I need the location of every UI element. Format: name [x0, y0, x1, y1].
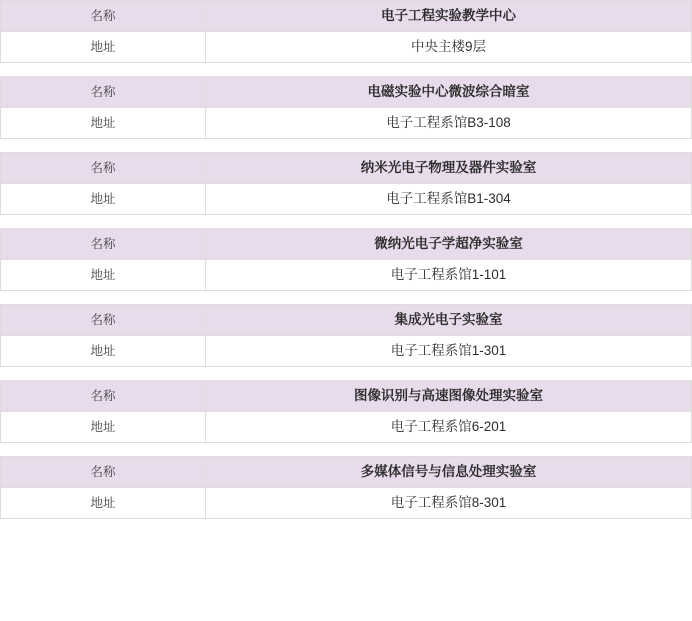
lab-address-value: 电子工程系馆8-301 — [390, 495, 507, 510]
lab-address-row — [0, 335, 692, 367]
address-label: 地址 — [1, 488, 206, 518]
name-label: 名称 — [1, 305, 206, 335]
name-label: 名称 — [1, 457, 206, 487]
lab-address-value: 电子工程系馆B3-108 — [386, 115, 511, 130]
lab-address-row — [0, 487, 692, 519]
lab-entry — [0, 0, 692, 63]
lab-name-row — [0, 304, 692, 335]
lab-name-row — [0, 228, 692, 259]
name-label: 名称 — [1, 1, 206, 31]
lab-address-value: 电子工程系馆6-201 — [390, 419, 507, 434]
lab-address-row — [0, 31, 692, 63]
name-label: 名称 — [1, 381, 206, 411]
lab-name-value: 多媒体信号与信息处理实验室 — [360, 464, 537, 479]
lab-name-value: 纳米光电子物理及器件实验室 — [360, 160, 537, 175]
lab-name-value: 集成光电子实验室 — [394, 312, 503, 327]
lab-address-value: 电子工程系馆B1-304 — [386, 191, 511, 206]
lab-entry — [0, 152, 692, 215]
lab-name-value: 图像识别与高速图像处理实验室 — [354, 388, 543, 403]
address-label: 地址 — [1, 108, 206, 138]
lab-name-value: 微纳光电子学超净实验室 — [374, 236, 523, 251]
lab-address-row — [0, 411, 692, 443]
address-label: 地址 — [1, 412, 206, 442]
lab-address-value: 电子工程系馆1-101 — [390, 267, 507, 282]
lab-address-row — [0, 259, 692, 291]
lab-name-row — [0, 456, 692, 487]
lab-address-value: 中央主楼9层 — [410, 39, 486, 54]
lab-entry — [0, 380, 692, 443]
lab-name-row — [0, 152, 692, 183]
name-label: 名称 — [1, 229, 206, 259]
lab-address-row — [0, 183, 692, 215]
lab-address-value: 电子工程系馆1-301 — [390, 343, 507, 358]
name-label: 名称 — [1, 153, 206, 183]
lab-entry — [0, 228, 692, 291]
name-label: 名称 — [1, 77, 206, 107]
lab-name-row — [0, 380, 692, 411]
lab-name-row — [0, 0, 692, 31]
lab-entry — [0, 76, 692, 139]
lab-name-value: 电磁实验中心微波综合暗室 — [367, 84, 530, 99]
address-label: 地址 — [1, 32, 206, 62]
address-label: 地址 — [1, 260, 206, 290]
lab-name-row — [0, 76, 692, 107]
lab-entry — [0, 456, 692, 519]
address-label: 地址 — [1, 184, 206, 214]
lab-name-value: 电子工程实验教学中心 — [381, 8, 516, 23]
lab-address-row — [0, 107, 692, 139]
lab-entry — [0, 304, 692, 367]
address-label: 地址 — [1, 336, 206, 366]
